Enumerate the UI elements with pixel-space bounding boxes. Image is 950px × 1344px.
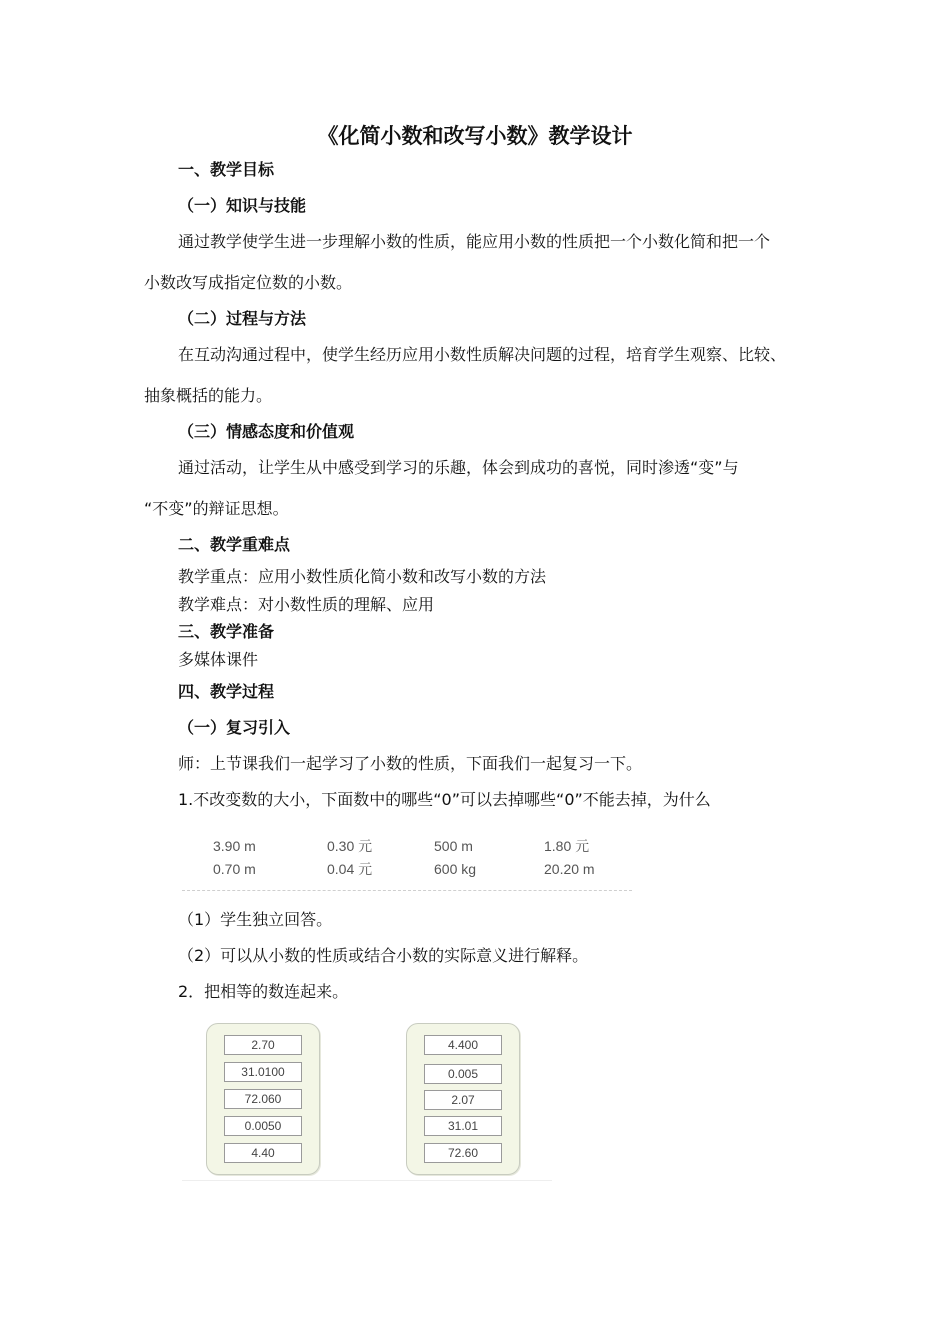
heading-process-methods: （二）过程与方法 [178, 309, 307, 328]
paragraph-emotion-line1: 通过活动，让学生从中感受到学习的乐趣，体会到成功的喜悦，同时渗透“变”与 [178, 458, 739, 477]
heading-review-intro: （一）复习引入 [178, 718, 291, 737]
value-cell: 500 m [434, 838, 473, 854]
number-box[interactable]: 4.40 [224, 1143, 302, 1163]
left-number-card [206, 1023, 320, 1175]
value-cell: 0.30 元 [327, 838, 373, 854]
number-box[interactable]: 72.60 [424, 1143, 502, 1163]
heading-emotion-values: （三）情感态度和价值观 [178, 422, 355, 441]
answer-2: （2）可以从小数的性质或结合小数的实际意义进行解释。 [178, 946, 589, 965]
heading-teaching-goals: 一、教学目标 [178, 160, 275, 179]
value-cell: 1.80 元 [544, 838, 590, 854]
right-number-card [406, 1023, 520, 1175]
number-box[interactable]: 0.0050 [224, 1116, 302, 1136]
heading-teaching-process: 四、教学过程 [178, 682, 275, 701]
paragraph-knowledge-line2: 小数改写成指定位数的小数。 [144, 273, 353, 292]
value-cell: 3.90 m [213, 838, 256, 854]
number-box[interactable]: 72.060 [224, 1089, 302, 1109]
number-box[interactable]: 0.005 [424, 1064, 502, 1084]
number-box[interactable]: 4.400 [424, 1035, 502, 1055]
value-cell: 600 kg [434, 861, 477, 877]
number-box[interactable]: 2.70 [224, 1035, 302, 1055]
key-point-text: 教学重点：应用小数性质化简小数和改写小数的方法 [178, 567, 547, 586]
paragraph-knowledge-line1: 通过教学使学生进一步理解小数的性质，能应用小数的性质把一个小数化简和把一个 [178, 232, 771, 251]
number-box[interactable]: 2.07 [424, 1090, 502, 1110]
answer-1: （1）学生独立回答。 [178, 910, 333, 929]
figure-divider [182, 1180, 552, 1181]
question-1: 1.不改变数的大小，下面数中的哪些“0”可以去掉哪些“0”不能去掉，为什么 [178, 790, 711, 809]
difficulty-text: 教学难点：对小数性质的理解、应用 [178, 595, 435, 614]
heading-key-points: 二、教学重难点 [178, 535, 291, 554]
number-box[interactable]: 31.0100 [224, 1062, 302, 1082]
value-cell: 20.20 m [544, 861, 595, 877]
paragraph-emotion-line2: “不变”的辩证思想。 [144, 499, 289, 518]
value-cell: 0.70 m [213, 861, 256, 877]
page-title: 《化简小数和改写小数》教学设计 [317, 124, 633, 148]
question-2: 2．把相等的数连起来。 [178, 982, 349, 1001]
decimal-values-figure [182, 828, 632, 891]
preparation-text: 多媒体课件 [178, 650, 259, 669]
value-cell: 0.04 元 [327, 861, 373, 877]
paragraph-process-line2: 抽象概括的能力。 [144, 386, 273, 405]
heading-knowledge-skills: （一）知识与技能 [178, 196, 307, 215]
number-box[interactable]: 31.01 [424, 1116, 502, 1136]
heading-preparation: 三、教学准备 [178, 622, 275, 641]
paragraph-process-line1: 在互动沟通过程中，使学生经历应用小数性质解决问题的过程，培育学生观察、比较、 [178, 345, 787, 364]
teacher-line: 师：上节课我们一起学习了小数的性质，下面我们一起复习一下。 [178, 754, 643, 773]
